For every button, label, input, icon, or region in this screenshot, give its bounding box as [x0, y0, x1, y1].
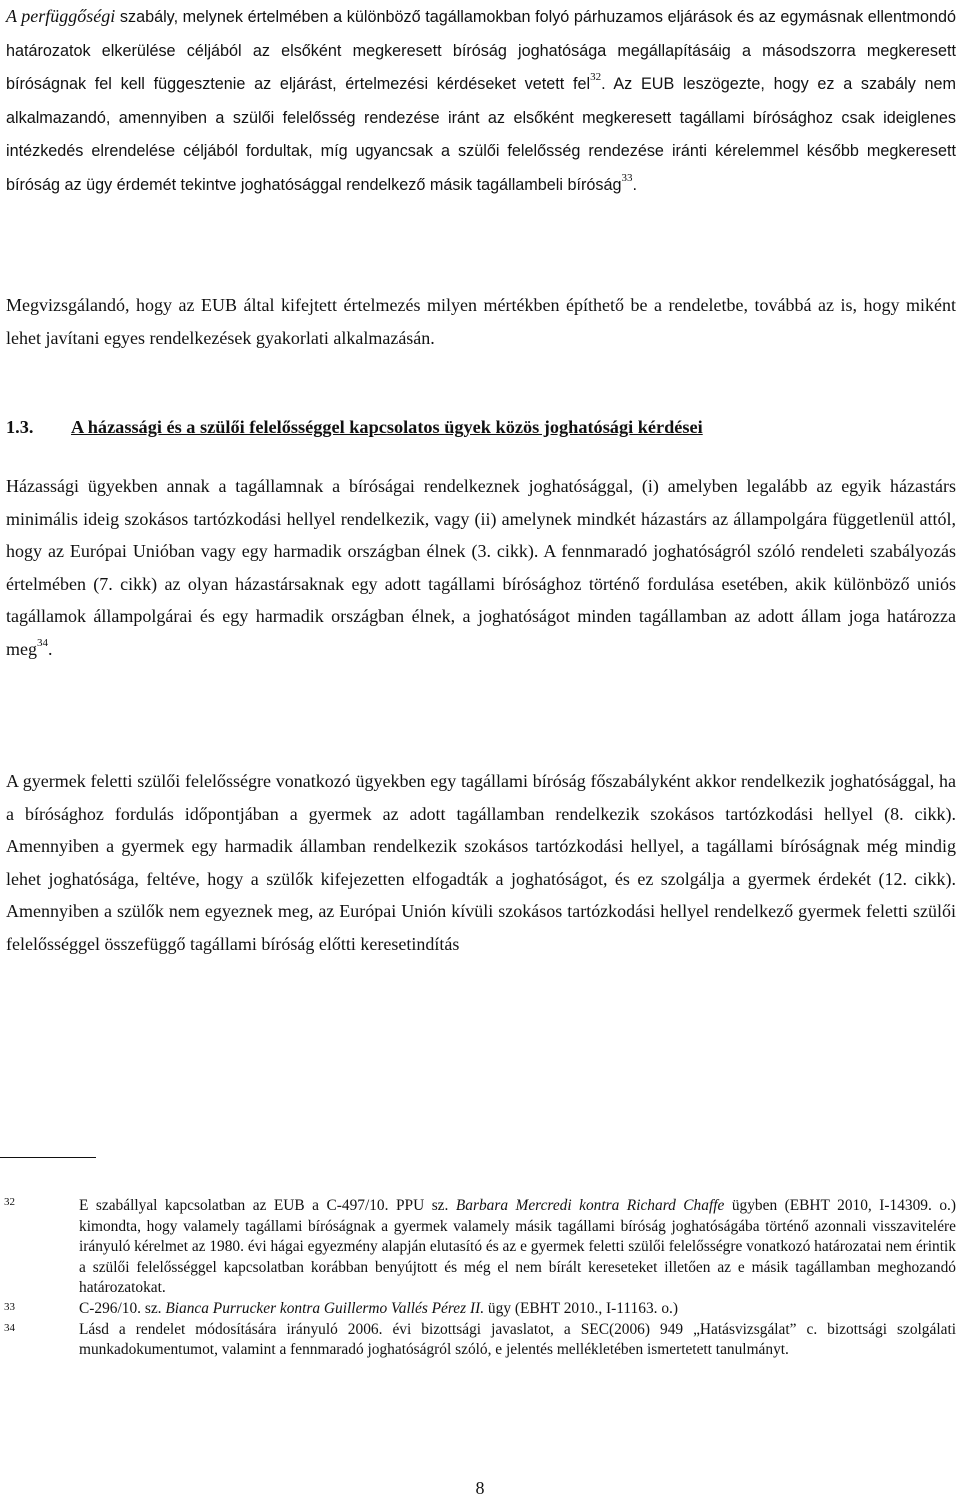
- footnote-text-part: ügyben (EBHT 2010, I-14309. o.) kimondta, hogy valamely tagállami bíróságnak a gyermek valamely másik tagállami bíróság joghatóságába történő azonnali visszavitelére irányuló kérelmet az 1980. évi hágai egyezmény alapján elutasító és az e gyermek feletti szülői felelősségre vonatkozó határozatai nem érintik a szülői felelősséggel kapcsolatban korábban benyújtott és még el nem bírált kereseteket illetően az e másik tagállamban meghozandó határozatokat.: [79, 1197, 956, 1297]
- paragraph-examination: Megvizsgálandó, hogy az EUB által kifejtett értelmezés milyen mértékben építhető be a rendeletbe, továbbá az is, hogy miként lehet javítani egyes rendelkezések gyakorlati alkalmazásán.: [6, 295, 956, 348]
- paragraph-text: . Az EUB leszögezte, hogy ez a szabály nem alkalmazandó, amennyiben a szülői felelősség rendezése iránt az elsőként megkeresett tagállami bírósághoz csak ideiglenes intézkedés elrendelése céljából fordultak, míg ugyancsak a szülői felelősség rendezése iránti kérelemmel később megkeresett bíróság az ügy érdemét tekintve joghatósággal rendelkező másik tagállambeli bíróság: [6, 75, 956, 194]
- footnote-32: [0, 1196, 960, 1299]
- footnote-ref-34[interactable]: 34: [37, 636, 48, 649]
- paragraph-text: szabály, melynek értelmében a különböző tagállamokban folyó párhuzamos eljárások és az egymásnak ellentmondó határozatok elkerülése céljából az elsőként megkeresett bíróság joghatósága megállapításáig a másodszorra megkeresett bíróságnak fel kell függesztenie az eljárást, értelmezési kérdéseket vetett fel: [6, 8, 956, 93]
- section-number: 1.3.: [6, 417, 34, 437]
- footnote-number: 33: [4, 1300, 15, 1313]
- page-number: 8: [475, 1478, 485, 1498]
- footnote-text: [79, 1299, 956, 1320]
- footnote-text: [79, 1196, 956, 1299]
- paragraph-text: Házassági ügyekben annak a tagállamnak a bíróságai rendelkeznek joghatósággal, (i) amelyben legalább az egyik házastárs minimális ideig szokásos tartózkodási hellyel rendelkezik, vagy (ii) amelynek mindkét házastárs az állampolgára függetlenül attól, hogy az Európai Unióban vagy egy harmadik országban élnek (3. cikk). A fennmaradó joghatóságról szóló rendeleti szabályozás értelmében (7. cikk) az olyan házastársaknak egy adott tagállami bírósághoz történő fordulása esetében, akik különböző uniós tagállamok állampolgárai és egy harmadik országban élnek, a joghatóságot minden tagállamban az adott állam joga határozza meg: [6, 476, 956, 659]
- footnote-text-part: C-296/10. sz.: [79, 1299, 166, 1317]
- footnote-separator: [0, 1157, 96, 1158]
- footnote-ref-33[interactable]: 33: [621, 171, 633, 184]
- footnote-number: 34: [4, 1321, 15, 1334]
- section-title: A házassági és a szülői felelősséggel kapcsolatos ügyek közös joghatósági kérdései: [71, 417, 703, 437]
- footnote-text-part: E szabállyal kapcsolatban az EUB a C-497/10. PPU sz.: [79, 1197, 456, 1214]
- paragraph-matrimonial: [6, 470, 956, 665]
- footnotes: [0, 1196, 960, 1361]
- paragraph-text: .: [48, 638, 53, 659]
- footnote-ref-32[interactable]: 32: [590, 71, 602, 83]
- case-name: Bianca Purrucker kontra Guillermo Vallés Pérez II.: [165, 1299, 485, 1317]
- term-italic: A perfüggőségi: [6, 6, 116, 26]
- footnote-34: [0, 1320, 960, 1361]
- footnote-33: [0, 1299, 960, 1320]
- paragraph-lis-pendens: [6, 0, 956, 201]
- footnote-text: Lásd a rendelet módosítására irányuló 2006. évi bizottsági javaslatot, a SEC(2006) 949 „Hatásvizsgálat” c. bizottsági szolgálati munkadokumentumot, valamint a fennmaradó joghatóságról szóló, e jelentés mellékletében ismertetett tanulmányt.: [79, 1320, 956, 1359]
- case-name: Barbara Mercredi kontra Richard Chaffe: [455, 1197, 725, 1214]
- paragraph-parental-responsibility: A gyermek feletti szülői felelősségre vonatkozó ügyekben egy tagállami bíróság főszabályként akkor rendelkezik joghatósággal, ha a bírósághoz fordulás időpontjában a gyermek az adott tagállamban rendelkezik szokásos tartózkodási hellyel (8. cikk). Amennyiben a gyermek egy harmadik államban rendelkezik szokásos tartózkodási hellyel, a tagállami bíróságnak még mindig lehet joghatósága, feltéve, hogy a szülők kifejezetten elfogadták a joghatóságot, és ez szolgálja a gyermek érdekét (12. cikk). Amennyiben a szülők nem egyeznek meg, az Európai Unión kívüli szokásos tartózkodási hellyel rendelkező gyermek feletti szülői felelősséggel összefüggő tagállami bíróság előtti keresetindítás: [6, 771, 956, 954]
- footnote-text-part: ügy (EBHT 2010., I-11163. o.): [484, 1299, 679, 1317]
- paragraph-text: .: [632, 175, 637, 194]
- footnote-number: 32: [4, 1196, 15, 1208]
- section-heading: [6, 417, 956, 438]
